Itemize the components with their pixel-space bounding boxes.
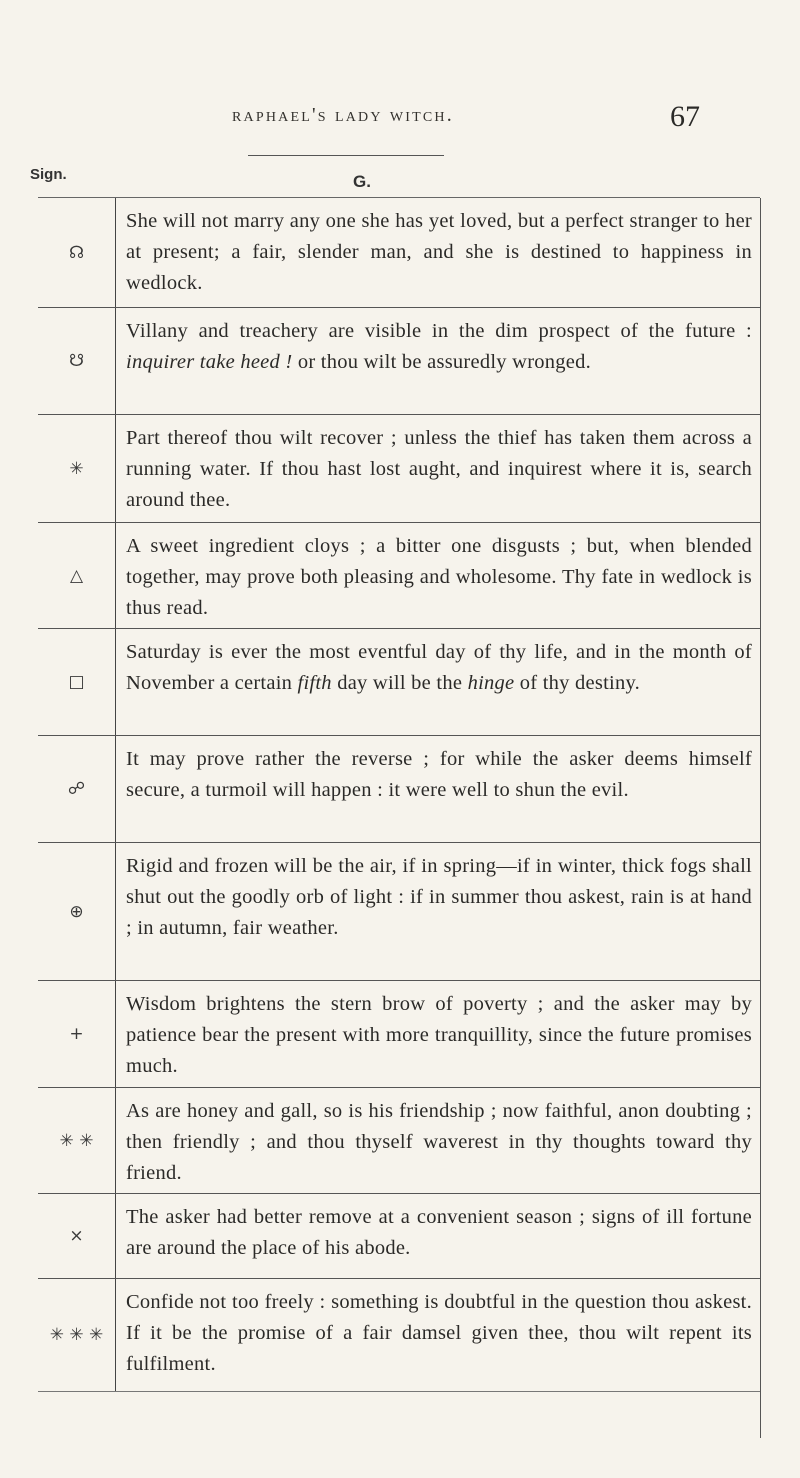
table-row (38, 308, 760, 415)
trine-sign: △ (69, 565, 84, 586)
row-text: Confide not too freely : something is doubtful in the question thou askest. If it be the promise of a fair damsel given thee, thou wilt repent its fulfilment. (115, 1279, 760, 1391)
column-letter: G. (353, 172, 371, 191)
table-row (38, 981, 760, 1088)
table-row (38, 736, 760, 843)
row-text: Rigid and frozen will be the air, if in spring—if in winter, thick fogs shall shut out the goodly orb of light : if in summer thou askest, rain is at hand ; in autumn, fair weather. (115, 843, 760, 980)
dragon-tail-sign: ☋ (68, 351, 85, 371)
triple-star-sign: ✳ ✳ ✳ (49, 1325, 104, 1345)
cross-sign: × (69, 1226, 84, 1246)
row-text: Saturday is ever the most eventful day of thy life, and in the month of November a certain fifth day will be the hinge of thy destiny. (115, 629, 760, 735)
table-row (38, 629, 760, 736)
dragon-head-sign: ☊ (68, 242, 85, 263)
double-star-sign: ✳ ✳ (59, 1130, 94, 1151)
row-text: Wisdom brightens the stern brow of poverty ; and the asker may by patience bear the present with more tranquillity, since the future promises much. (115, 981, 760, 1087)
page-header (0, 100, 800, 144)
row-text: Part thereof thou wilt recover ; unless the thief has taken them across a running water. If thou hast lost aught, and inquirest where it is, search around thee. (115, 415, 760, 522)
table-row (38, 1088, 760, 1194)
row-text: She will not marry any one she has yet loved, but a perfect stranger to her at present; a fair, slender man, and she is destined to happiness in wedlock. (115, 198, 760, 307)
header-rule (248, 155, 444, 156)
row-text: It may prove rather the reverse ; for while the asker deems himself secure, a turmoil will happen : it were well to shun the evil. (115, 736, 760, 842)
table-right-rule (760, 198, 761, 1438)
divination-table (38, 198, 760, 1392)
table-row (38, 843, 760, 981)
plus-sign: + (69, 1024, 84, 1044)
row-text: A sweet ingredient cloys ; a bitter one disgusts ; but, when blended together, may prove both pleasing and wholesome. Thy fate in wedlock is thus read. (115, 523, 760, 628)
row-text: Villany and treachery are visible in the dim prospect of the future : inquirer take heed ! or thou wilt be assuredly wronged. (115, 308, 760, 414)
table-row (38, 415, 760, 523)
fortune-sign: ⊕ (69, 901, 84, 922)
table-row (38, 198, 760, 308)
row-text: The asker had better remove at a convenient season ; signs of ill fortune are around the place of his abode. (115, 1194, 760, 1278)
star-sign: ✳ (69, 458, 84, 479)
running-title: raphael's lady witch. (232, 104, 454, 126)
table-row (38, 1194, 760, 1279)
page-number: 67 (670, 100, 700, 133)
table-row (38, 523, 760, 629)
opposition-sign: ☍ (67, 779, 86, 799)
square-sign: □ (68, 672, 85, 692)
table-row (38, 1279, 760, 1392)
row-text: As are honey and gall, so is his friendship ; now faithful, anon doubting ; then friendly ; and thou thyself waverest in thy thoughts toward thy friend. (115, 1088, 760, 1193)
sign-column-label: Sign. (30, 166, 67, 183)
